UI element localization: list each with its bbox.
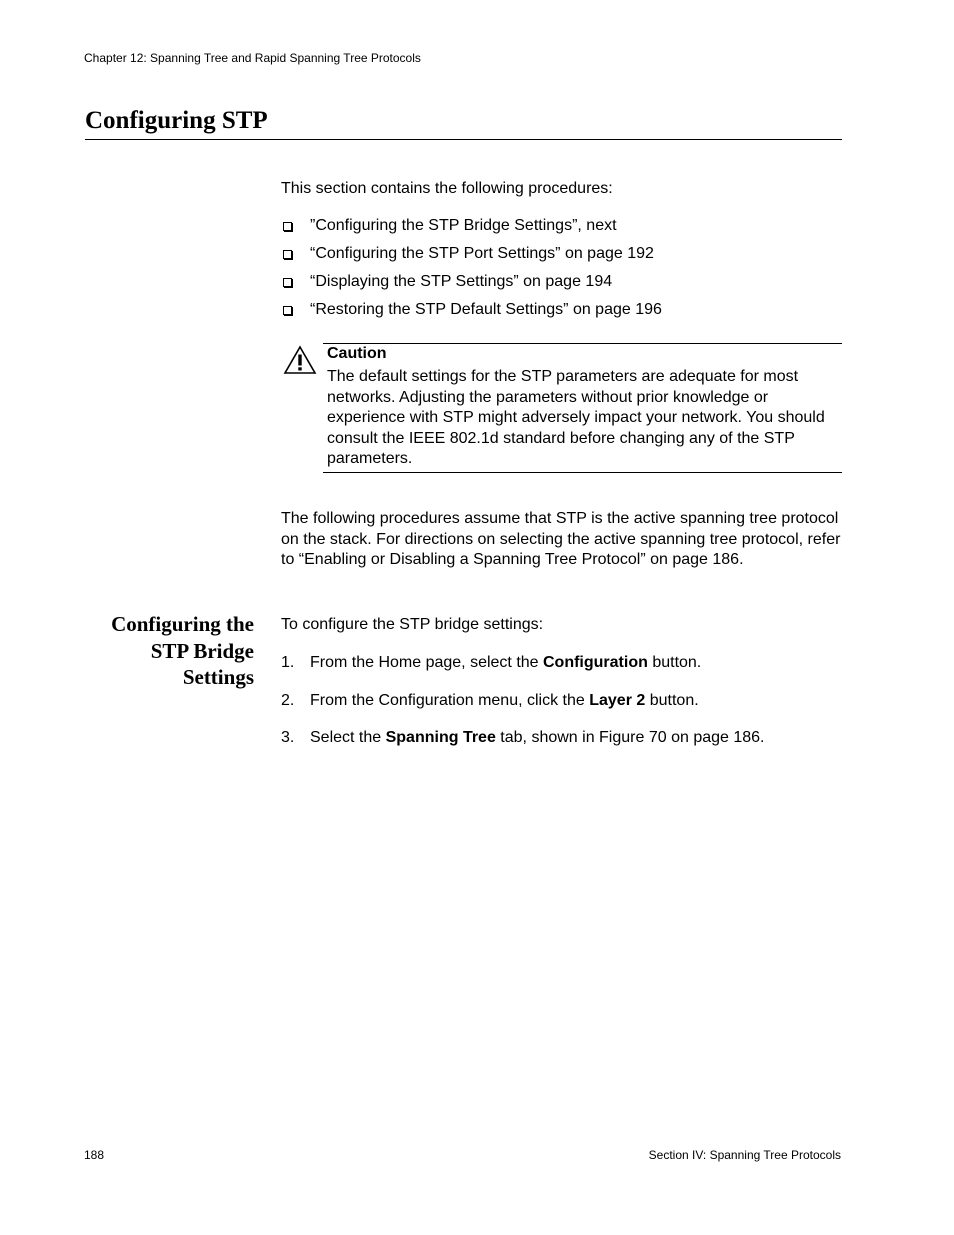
caution-bottom-rule (323, 472, 842, 473)
caution-title: Caution (327, 345, 387, 362)
step-number: 2. (281, 691, 295, 709)
list-item[interactable] (281, 300, 662, 328)
procedure-link[interactable]: “Displaying the STP Settings” on page 194 (310, 273, 613, 290)
step-text: From the Home page, select the (310, 654, 543, 671)
checkbox-bullet-icon (283, 306, 292, 315)
checkbox-bullet-icon (283, 222, 292, 231)
subsection-title (88, 611, 254, 691)
intro-text: This section contains the following procedures: (281, 180, 613, 197)
section-title: Configuring STP (85, 106, 842, 140)
step-text: tab, shown in Figure 70 on page 186. (495, 729, 765, 746)
caution-body: The default settings for the STP parameters are adequate for most networks. Adjusting the parameters without prior knowledge or experience with STP might adversely impact your network. You should consult the IEEE 802.1d standard before changing any of the STP parameters. (327, 368, 825, 467)
running-footer: Section IV: Spanning Tree Protocols (648, 1148, 841, 1162)
subsection-title-line: Configuring the (111, 612, 254, 636)
subsection-intro: To configure the STP bridge settings: (281, 616, 544, 633)
step-item (281, 653, 765, 691)
ui-term: Configuration (543, 654, 648, 671)
step-number: 3. (281, 729, 295, 746)
caution-top-rule (323, 343, 842, 344)
step-item (281, 691, 765, 729)
step-text: button. (645, 691, 699, 709)
step-number: 1. (281, 654, 295, 671)
step-text: From the Configuration menu, click the (310, 691, 590, 709)
procedure-list (281, 216, 662, 328)
caution-box (283, 343, 842, 473)
procedure-link[interactable]: “Configuring the STP Port Settings” on page 192 (310, 245, 654, 262)
step-text: Select the (310, 729, 386, 746)
subsection-title-line: Settings (182, 665, 254, 689)
step-item (281, 728, 765, 766)
running-header: Chapter 12: Spanning Tree and Rapid Spanning Tree Protocols (84, 51, 421, 65)
list-item[interactable] (281, 244, 662, 272)
subsection-title-line: STP Bridge (150, 638, 254, 663)
list-item[interactable] (281, 272, 662, 300)
checkbox-bullet-icon (283, 250, 292, 259)
assumption-paragraph: The following procedures assume that STP is the active spanning tree protocol on the stack. For directions on selecting the active spanning tree protocol, refer to “Enabling or Disabling a Spanning Tree Protocol” on page 186. (281, 510, 841, 568)
ui-term: Spanning Tree (385, 729, 496, 746)
checkbox-bullet-icon (283, 278, 292, 287)
list-item[interactable] (281, 216, 662, 244)
ui-term: Layer 2 (589, 691, 646, 709)
step-text: button. (647, 654, 702, 671)
step-list (281, 653, 765, 766)
warning-triangle-icon (283, 345, 317, 375)
page-number: 188 (84, 1148, 105, 1162)
procedure-link[interactable]: ”Configuring the STP Bridge Settings”, next (310, 217, 617, 234)
procedure-link[interactable]: “Restoring the STP Default Settings” on page 196 (310, 301, 662, 318)
